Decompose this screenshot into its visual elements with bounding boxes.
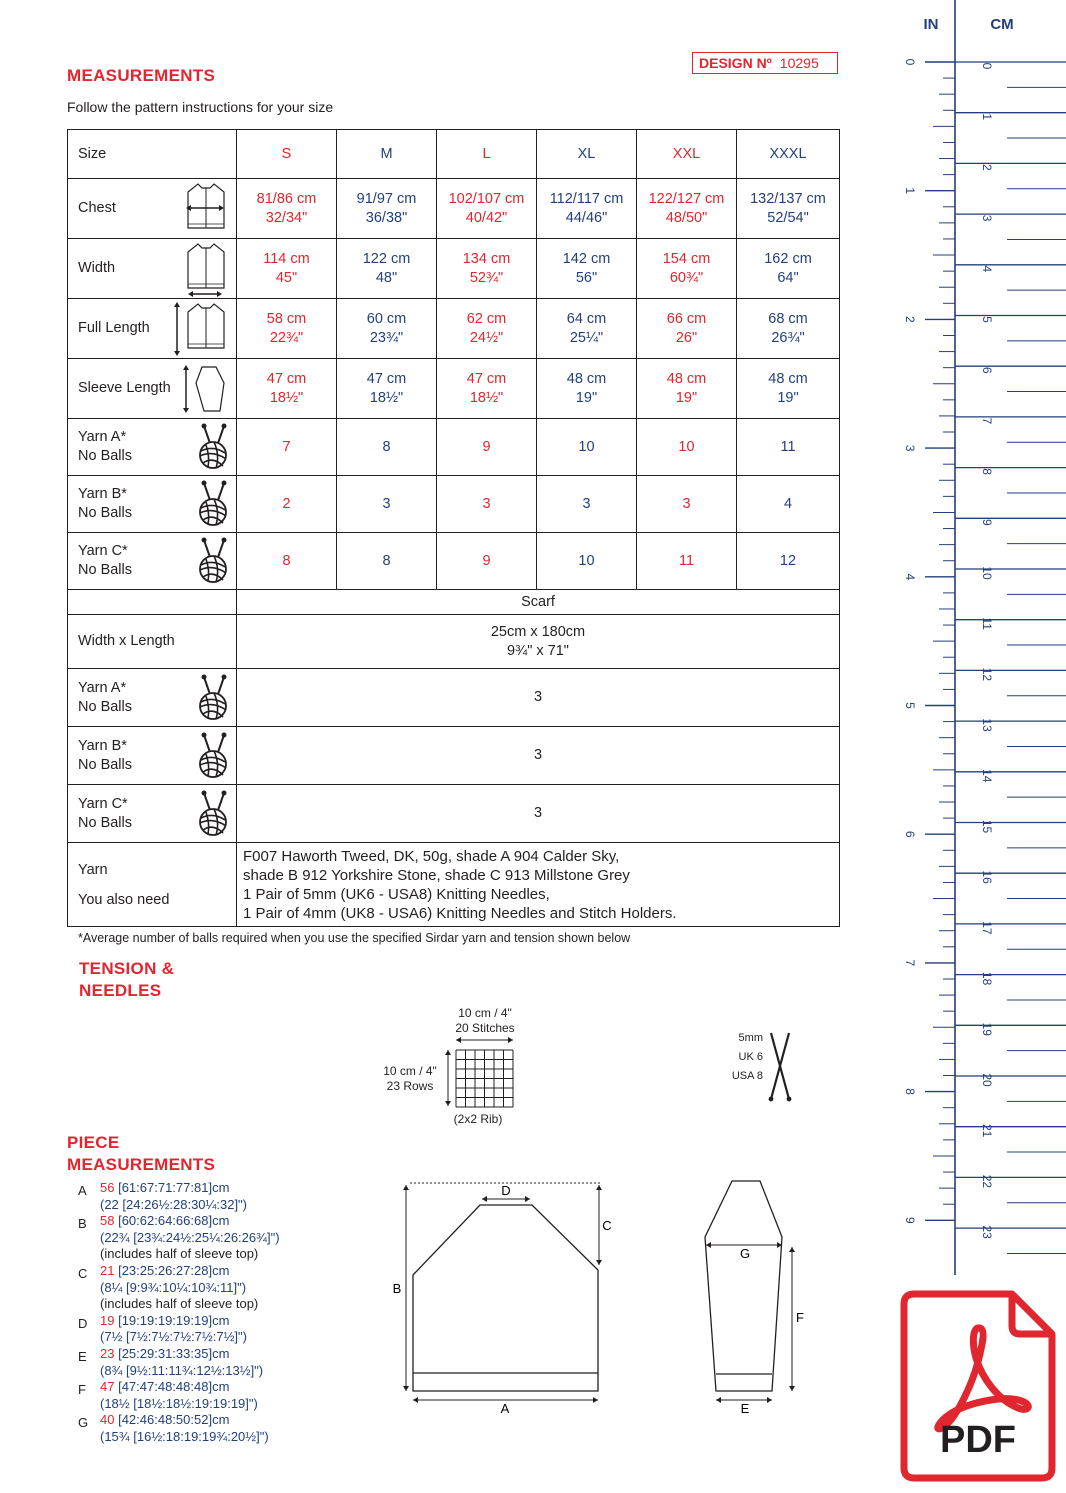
- piece-item: [78, 1213, 280, 1263]
- size-header: XXXL: [737, 130, 840, 179]
- inch-label: 8: [903, 1088, 917, 1095]
- size-header: XL: [537, 130, 637, 179]
- label-b: B: [392, 1281, 402, 1296]
- ruler-in-label: IN: [923, 16, 939, 33]
- cm-label: 23: [980, 1225, 994, 1239]
- yarn-balls-cell: 2: [237, 476, 337, 533]
- tension-swatch-diagram: [370, 1000, 570, 1135]
- piece-inches: (7½ [7½:7½:7½:7½:7½]"): [100, 1329, 247, 1345]
- yarn-ball-icon: [192, 537, 232, 585]
- measurement-cell: 47 cm 18½": [337, 359, 437, 419]
- piece-cm-rest: [25:29:31:33:35]cm: [118, 1345, 230, 1361]
- pdf-label: PDF: [940, 1419, 1016, 1461]
- piece-cm-rest: [60:62:64:66:68]cm: [118, 1213, 230, 1229]
- piece-cm-first: 23: [100, 1345, 115, 1361]
- scarf-balls-cell: 3: [237, 669, 840, 727]
- measurement-cell: 134 cm 52¾": [437, 239, 537, 299]
- piece-cm-rest: [23:25:26:27:28]cm: [118, 1262, 230, 1278]
- piece-inches: (18½ [18½:18½:19:19:19]"): [100, 1395, 258, 1411]
- measuring-ruler: [895, 0, 1066, 1280]
- yarn-balls-label: No Balls: [78, 814, 132, 831]
- label-d: D: [501, 1183, 511, 1198]
- yarn-balls-label: No Balls: [78, 698, 132, 715]
- cm-label: 7: [980, 417, 994, 425]
- full-length-icon: [174, 300, 232, 358]
- inch-label: 3: [903, 444, 917, 452]
- label-g: G: [739, 1246, 751, 1261]
- size-row: [68, 130, 840, 179]
- inch-label: 0: [903, 58, 917, 66]
- design-number: 10295: [779, 55, 819, 71]
- measurement-cell: 60 cm 23¾": [337, 299, 437, 359]
- yarn-balls-cell: 8: [337, 419, 437, 476]
- measurement-cell: 122 cm 48": [337, 239, 437, 299]
- cm-label: 12: [980, 667, 994, 682]
- swatch-height-label: 10 cm / 4": [383, 1064, 437, 1078]
- piece-letter: E: [78, 1348, 87, 1364]
- needle-size-uk: UK 6: [738, 1051, 763, 1063]
- size-header: L: [437, 130, 537, 179]
- yarn-row: [68, 419, 840, 476]
- measurement-row: [68, 239, 840, 299]
- cm-label: 13: [980, 718, 994, 732]
- measurement-cell: 48 cm 19": [637, 359, 737, 419]
- scarf-size-in: 9¾" x 71": [507, 642, 569, 659]
- garment-width-icon: [180, 240, 232, 298]
- measurement-cell: 66 cm 26": [637, 299, 737, 359]
- measurement-cell: 58 cm 22¾": [237, 299, 337, 359]
- body-schematic: [385, 1175, 625, 1420]
- cm-label: 17: [980, 921, 994, 935]
- label-e: E: [740, 1401, 750, 1416]
- piece-letter: D: [78, 1315, 88, 1331]
- yarn-row: [68, 476, 840, 533]
- swatch-stitches-label: 20 Stitches: [455, 1021, 515, 1035]
- size-header: M: [337, 130, 437, 179]
- piece-cm-first: 47: [100, 1379, 115, 1395]
- scarf-heading-row: [68, 590, 840, 615]
- row-label: Width: [78, 260, 116, 276]
- row-label: Sleeve Length: [78, 380, 171, 396]
- piece-letter: A: [78, 1183, 87, 1198]
- needles-line: 1 Pair of 4mm (UK8 - USA6) Knitting Needles and Stitch Holders.: [243, 904, 677, 922]
- yarn-balls-cell: 3: [337, 476, 437, 533]
- piece-cm-first: 56: [100, 1180, 115, 1195]
- inch-label: 6: [903, 830, 917, 838]
- measurement-cell: 62 cm 24½": [437, 299, 537, 359]
- inch-label: 7: [903, 959, 917, 967]
- cm-label: 0: [980, 62, 994, 70]
- measurement-cell: 114 cm 45": [237, 239, 337, 299]
- piece-measurements-heading: PIECE MEASUREMENTS: [67, 1133, 216, 1174]
- piece-item: [78, 1346, 280, 1379]
- intro-text: Follow the pattern instructions for your size: [67, 99, 334, 115]
- row-label: Full Length: [78, 320, 150, 336]
- measurement-cell: 91/97 cm 36/38": [337, 179, 437, 239]
- measurement-cell: 47 cm 18½": [437, 359, 537, 419]
- yarn-info-row: [68, 843, 840, 927]
- measurement-cell: 48 cm 19": [737, 359, 840, 419]
- measurement-cell: 154 cm 60¾": [637, 239, 737, 299]
- yarn-ball-icon: [192, 790, 232, 838]
- piece-cm-rest: [19:19:19:19:19]cm: [118, 1312, 230, 1328]
- cm-label: 1: [980, 113, 994, 121]
- cm-label: 2: [980, 164, 994, 171]
- design-number-box: [692, 52, 838, 74]
- yarn-balls-cell: 12: [737, 533, 840, 590]
- measurement-row: [68, 179, 840, 239]
- scarf-heading: Scarf: [237, 590, 840, 615]
- yarn-balls-label: No Balls: [78, 448, 132, 464]
- cm-label: 15: [980, 819, 994, 834]
- piece-cm-first: 40: [100, 1412, 115, 1428]
- yarn-line: shade B 912 Yorkshire Stone, shade C 913 Millstone Grey: [243, 866, 630, 884]
- inch-label: 2: [903, 316, 917, 323]
- piece-letter: F: [78, 1382, 86, 1398]
- scarf-yarn-row: [68, 727, 840, 785]
- cm-label: 20: [980, 1073, 994, 1087]
- needles-line: 1 Pair of 5mm (UK6 - USA8) Knitting Needles,: [243, 885, 550, 903]
- footnote: *Average number of balls required when you use the specified Sirdar yarn and tension shown below: [78, 931, 631, 945]
- yarn-balls-cell: 4: [737, 476, 840, 533]
- yarn-name: Yarn A*: [78, 429, 127, 445]
- cm-label: 11: [980, 617, 994, 630]
- knitting-needles-diagram: [725, 1025, 800, 1105]
- chest-width-icon: [180, 180, 232, 238]
- inch-label: 9: [903, 1216, 917, 1224]
- measurement-cell: 122/127 cm 48/50": [637, 179, 737, 239]
- scarf-size-label: Width x Length: [68, 615, 237, 669]
- yarn-ball-icon: [192, 674, 232, 722]
- yarn-balls-cell: 3: [637, 476, 737, 533]
- measurement-cell: 102/107 cm 40/42": [437, 179, 537, 239]
- measurement-cell: 162 cm 64": [737, 239, 840, 299]
- yarn-balls-cell: 7: [237, 419, 337, 476]
- piece-note: (includes half of sleeve top): [100, 1296, 259, 1312]
- swatch-grid: [456, 1050, 513, 1107]
- yarn-row: [68, 533, 840, 590]
- sleeve-length-icon: [180, 363, 232, 415]
- yarn-balls-cell: 10: [537, 419, 637, 476]
- yarn-balls-cell: 3: [537, 476, 637, 533]
- yarn-balls-cell: 11: [737, 419, 840, 476]
- piece-inches: (8¼ [9:9¾:10¼:10¾:11]"): [100, 1279, 247, 1295]
- yarn-balls-cell: 10: [537, 533, 637, 590]
- cm-label: 6: [980, 366, 994, 374]
- piece-item: [78, 1180, 280, 1213]
- scarf-balls-cell: 3: [237, 785, 840, 843]
- crossed-needles-icon: [769, 1033, 792, 1101]
- yarn-name: Yarn C*: [78, 543, 128, 559]
- cm-label: 5: [980, 316, 994, 323]
- yarn-balls-cell: 8: [337, 533, 437, 590]
- needle-size-mm: 5mm: [738, 1032, 763, 1044]
- yarn-name: Yarn C*: [78, 795, 128, 812]
- yarn-name: Yarn B*: [78, 737, 127, 754]
- measurement-cell: 81/86 cm 32/34": [237, 179, 337, 239]
- measurement-cell: 64 cm 25¼": [537, 299, 637, 359]
- label-c: C: [602, 1218, 612, 1233]
- sleeve-outline: [705, 1181, 782, 1391]
- yarn-balls-cell: 10: [637, 419, 737, 476]
- size-label: Size: [68, 130, 237, 179]
- cm-label: 18: [980, 971, 994, 986]
- piece-inches: (8¾ [9½:11:11¾:12½:13½]"): [100, 1362, 264, 1378]
- swatch-rows-label: 23 Rows: [386, 1079, 434, 1093]
- scarf-yarn-row: [68, 669, 840, 727]
- piece-cm-rest: [47:47:48:48:48]cm: [118, 1379, 230, 1395]
- measurement-cell: 142 cm 56": [537, 239, 637, 299]
- scarf-balls-cell: 3: [237, 727, 840, 785]
- yarn-label: Yarn: [78, 861, 108, 878]
- label-a: A: [500, 1401, 510, 1416]
- cm-label: 14: [980, 769, 994, 783]
- piece-item: [78, 1379, 280, 1412]
- swatch-width-label: 10 cm / 4": [458, 1006, 512, 1020]
- sleeve-schematic: [700, 1175, 810, 1420]
- piece-note: (includes half of sleeve top): [100, 1246, 259, 1262]
- piece-cm-first: 58: [100, 1213, 115, 1229]
- cm-label: 9: [980, 518, 994, 526]
- piece-inches: (15¾ [16½:18:19:19¾:20½]"): [100, 1428, 269, 1444]
- scarf-yarn-row: [68, 785, 840, 843]
- scarf-size-cm: 25cm x 180cm: [490, 623, 586, 640]
- piece-letter: G: [78, 1415, 89, 1431]
- piece-cm-rest: [42:46:48:50:52]cm: [118, 1412, 230, 1428]
- piece-cm-rest: [61:67:71:77:81]cm: [118, 1180, 230, 1195]
- size-header: S: [237, 130, 337, 179]
- needle-size-usa: USA 8: [731, 1070, 763, 1082]
- yarn-balls-cell: 8: [237, 533, 337, 590]
- measurements-table: [67, 129, 840, 927]
- yarn-name: Yarn B*: [78, 486, 127, 502]
- cm-label: 8: [980, 468, 994, 475]
- inch-label: 1: [903, 187, 917, 195]
- yarn-balls-cell: 9: [437, 419, 537, 476]
- label-f: F: [796, 1310, 804, 1325]
- swatch-stitch-label: (2x2 Rib): [453, 1112, 503, 1126]
- yarn-balls-label: No Balls: [78, 756, 132, 773]
- piece-inches: (22¾ [23¾:24½:25¼:26:26¾]"): [100, 1229, 280, 1245]
- yarn-ball-icon: [192, 423, 232, 471]
- piece-cm-first: 21: [100, 1262, 115, 1278]
- yarn-balls-label: No Balls: [78, 562, 132, 578]
- yarn-balls-cell: 11: [637, 533, 737, 590]
- piece-letter: C: [78, 1265, 88, 1281]
- cm-label: 21: [980, 1124, 994, 1138]
- cm-label: 22: [980, 1174, 994, 1189]
- scarf-size-row: [68, 615, 840, 669]
- yarn-name: Yarn A*: [78, 679, 127, 696]
- piece-item: [78, 1263, 280, 1313]
- body-outline: [413, 1205, 598, 1391]
- page-title: MEASUREMENTS: [67, 66, 216, 85]
- inch-label: 5: [903, 702, 917, 709]
- piece-inches: (22 [24:26½:28:30¼:32]"): [100, 1196, 247, 1212]
- piece-measurements-list: [78, 1180, 280, 1446]
- tension-heading: TENSION & NEEDLES: [79, 959, 175, 1000]
- cm-label: 16: [980, 870, 994, 884]
- cm-label: 10: [980, 566, 994, 580]
- ruler-cm-label: CM: [990, 16, 1014, 33]
- yarn-line: F007 Haworth Tweed, DK, 50g, shade A 904 Calder Sky,: [243, 847, 620, 865]
- measurement-row: [68, 299, 840, 359]
- piece-letter: B: [78, 1216, 87, 1232]
- row-label: Chest: [78, 200, 116, 216]
- also-need-label: You also need: [78, 891, 170, 908]
- piece-item: [78, 1412, 280, 1445]
- measurement-cell: 112/117 cm 44/46": [537, 179, 637, 239]
- piece-cm-first: 19: [100, 1312, 115, 1328]
- pdf-file-icon[interactable]: [900, 1290, 1058, 1482]
- size-header: XXL: [637, 130, 737, 179]
- measurement-cell: 48 cm 19": [537, 359, 637, 419]
- cm-label: 19: [980, 1022, 994, 1036]
- yarn-balls-cell: 9: [437, 533, 537, 590]
- cm-label: 3: [980, 214, 994, 222]
- design-label: DESIGN Nº: [699, 55, 772, 71]
- measurement-cell: 47 cm 18½": [237, 359, 337, 419]
- piece-item: [78, 1313, 280, 1346]
- measurement-row: [68, 359, 840, 419]
- yarn-ball-icon: [192, 732, 232, 780]
- yarn-ball-icon: [192, 480, 232, 528]
- cm-label: 4: [980, 265, 994, 273]
- measurement-cell: 68 cm 26¾": [737, 299, 840, 359]
- measurement-cell: 132/137 cm 52/54": [737, 179, 840, 239]
- inch-label: 4: [903, 573, 917, 581]
- yarn-balls-cell: 3: [437, 476, 537, 533]
- yarn-balls-label: No Balls: [78, 505, 132, 521]
